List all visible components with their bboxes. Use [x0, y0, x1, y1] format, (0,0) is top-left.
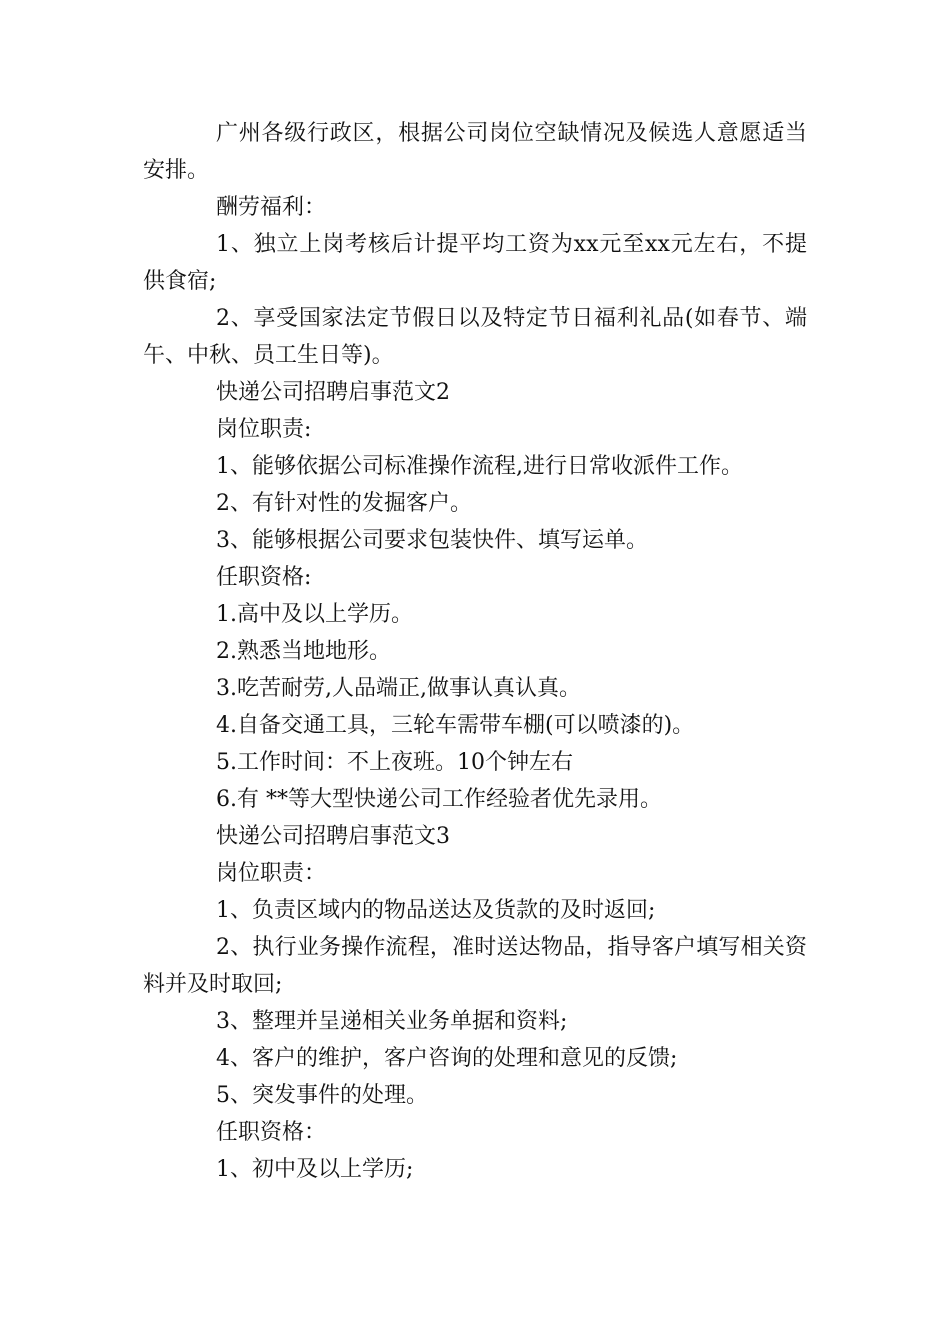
paragraph: 2.熟悉当地地形。	[216, 639, 391, 664]
section-heading: 快递公司招聘启事范文2	[216, 380, 450, 405]
paragraph: 2、有针对性的发掘客户。	[216, 491, 472, 516]
paragraph: 广州各级行政区，根据公司岗位空缺情况及候选人意愿适当安排。	[143, 121, 807, 183]
paragraph: 4.自备交通工具，三轮车需带车棚(可以喷漆的)。	[216, 713, 695, 738]
paragraph: 6.有 **等大型快递公司工作经验者优先录用。	[216, 787, 662, 812]
paragraph: 4、客户的维护，客户咨询的处理和意见的反馈;	[216, 1046, 678, 1071]
paragraph: 1、能够依据公司标准操作流程,进行日常收派件工作。	[216, 454, 743, 479]
paragraph: 1.高中及以上学历。	[216, 602, 413, 627]
paragraph: 5.工作时间：不上夜班。10个钟左右	[216, 750, 573, 775]
paragraph: 岗位职责：	[216, 861, 327, 886]
paragraph: 1、初中及以上学历;	[216, 1157, 414, 1182]
paragraph: 1、独立上岗考核后计提平均工资为xx元至xx元左右，不提供食宿;	[143, 232, 807, 294]
paragraph: 2、享受国家法定节假日以及特定节日福利礼品(如春节、端午、中秋、员工生日等)。	[143, 306, 807, 368]
paragraph: 任职资格:	[216, 565, 312, 590]
paragraph: 岗位职责:	[216, 417, 312, 442]
paragraph: 任职资格：	[216, 1120, 327, 1145]
paragraph: 2、执行业务操作流程，准时送达物品，指导客户填写相关资料并及时取回;	[143, 935, 807, 997]
paragraph: 3、整理并呈递相关业务单据和资料;	[216, 1009, 568, 1034]
paragraph: 1、负责区域内的物品送达及货款的及时返回;	[216, 898, 656, 923]
paragraph: 3、能够根据公司要求包装快件、填写运单。	[216, 528, 648, 553]
paragraph: 5、突发事件的处理。	[216, 1083, 428, 1108]
paragraph: 3.吃苦耐劳,人品端正,做事认真认真。	[216, 676, 581, 701]
section-heading: 快递公司招聘启事范文3	[216, 824, 450, 849]
paragraph: 酬劳福利：	[216, 195, 327, 220]
document-body	[143, 115, 807, 1188]
